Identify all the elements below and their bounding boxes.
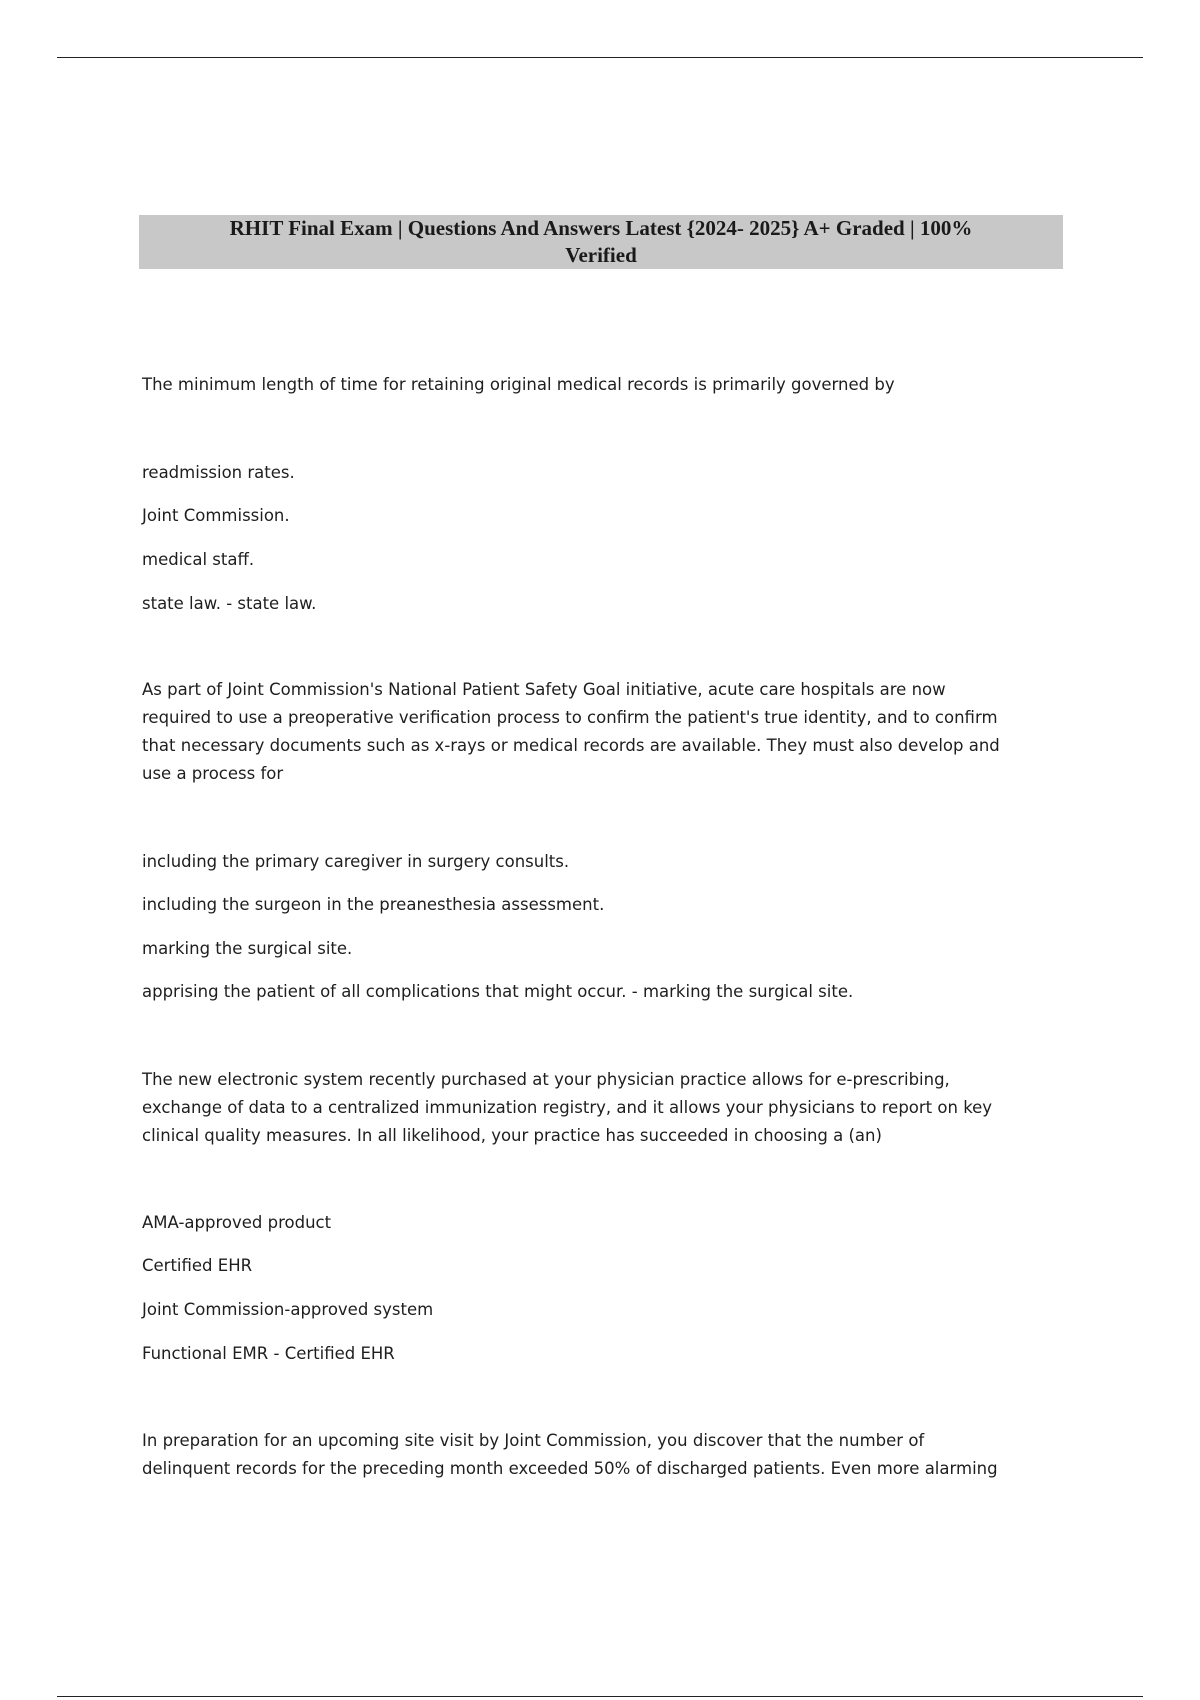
question-3-option-1: AMA-approved product <box>142 1213 332 1232</box>
question-3-option-3: Joint Commission-approved system <box>142 1300 434 1319</box>
top-rule <box>57 57 1143 58</box>
question-2-option-3: marking the surgical site. <box>142 939 353 958</box>
question-2-stem-line-1: As part of Joint Commission's National Patient Safety Goal initiative, acute care hospitals are now <box>142 680 946 699</box>
question-3-stem-line-3: clinical quality measures. In all likelihood, your practice has succeeded in choosing a (an) <box>142 1126 882 1145</box>
question-1-option-4: state law. - state law. <box>142 594 317 613</box>
document-title <box>139 215 1063 269</box>
question-2-option-2: including the surgeon in the preanesthesia assessment. <box>142 895 605 914</box>
question-1-option-2: Joint Commission. <box>142 506 290 525</box>
question-3-stem-line-1: The new electronic system recently purchased at your physician practice allows for e-prescribing, <box>142 1070 950 1089</box>
title-line-2: Verified <box>565 243 637 267</box>
question-2-stem-line-2: required to use a preoperative verification process to confirm the patient's true identity, and to confirm <box>142 708 998 727</box>
bottom-rule <box>57 1696 1143 1697</box>
question-1-stem: The minimum length of time for retaining original medical records is primarily governed by <box>142 375 895 394</box>
question-4-stem-line-1: In preparation for an upcoming site visit by Joint Commission, you discover that the number of <box>142 1431 925 1450</box>
question-3-stem-line-2: exchange of data to a centralized immunization registry, and it allows your physicians to report on key <box>142 1098 993 1117</box>
question-2-stem-line-3: that necessary documents such as x-rays or medical records are available. They must also develop and <box>142 736 1000 755</box>
question-2-stem-line-4: use a process for <box>142 764 284 783</box>
question-1-option-3: medical staff. <box>142 550 255 569</box>
question-4-stem-line-2: delinquent records for the preceding month exceeded 50% of discharged patients. Even more alarming <box>142 1459 998 1478</box>
question-3-option-4: Functional EMR - Certified EHR <box>142 1344 395 1363</box>
question-3-option-2: Certified EHR <box>142 1256 253 1275</box>
question-1-option-1: readmission rates. <box>142 463 295 482</box>
question-2-option-4: apprising the patient of all complications that might occur. - marking the surgical site. <box>142 982 854 1001</box>
question-2-option-1: including the primary caregiver in surgery consults. <box>142 852 570 871</box>
title-line-1: RHIT Final Exam | Questions And Answers Latest {2024- 2025} A+ Graded | 100% <box>229 216 973 240</box>
